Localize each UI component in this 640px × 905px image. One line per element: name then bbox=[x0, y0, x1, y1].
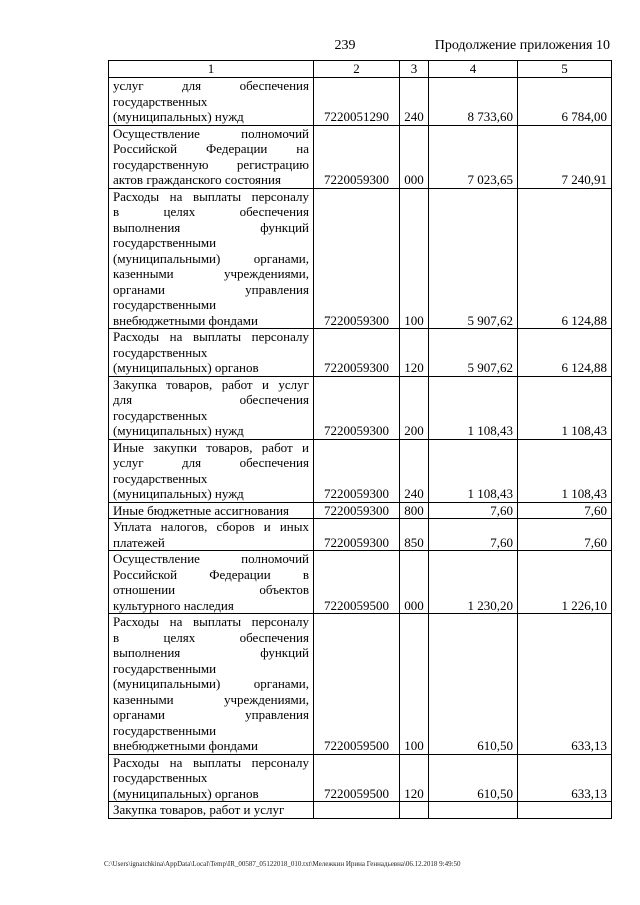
expense-type-cell: 120 bbox=[400, 754, 429, 802]
expense-name-line: государственную регистрацию bbox=[113, 156, 309, 172]
amount-cell: 7,60 bbox=[429, 502, 518, 519]
table-row bbox=[109, 188, 612, 329]
target-code-cell: 7220059300 bbox=[314, 502, 400, 519]
expense-name-line: органами управления bbox=[113, 281, 309, 297]
expense-name-line: (муниципальными) органами, bbox=[113, 250, 309, 266]
table-row bbox=[109, 502, 612, 519]
expense-name-cell bbox=[109, 439, 314, 502]
expense-type-cell: 800 bbox=[400, 502, 429, 519]
table-row bbox=[109, 376, 612, 439]
amount-cell: 1 108,43 bbox=[429, 376, 518, 439]
table-row bbox=[109, 551, 612, 614]
column-header: 2 bbox=[314, 61, 400, 78]
expense-name-line: в целях обеспечения bbox=[113, 629, 309, 645]
amount-cell: 7 240,91 bbox=[518, 125, 612, 188]
expense-name-cell bbox=[109, 551, 314, 614]
amount-cell: 1 226,10 bbox=[518, 551, 612, 614]
expense-name-cell bbox=[109, 754, 314, 802]
expense-name-cell bbox=[109, 519, 314, 551]
expense-name-line: (муниципальных) органов bbox=[113, 785, 259, 801]
target-code-cell: 7220059300 bbox=[314, 376, 400, 439]
expense-name-cell bbox=[109, 125, 314, 188]
expense-name-line: Осуществление полномочий bbox=[113, 125, 309, 141]
target-code-cell: 7220059300 bbox=[314, 125, 400, 188]
expense-name-line: Расходы на выплаты персоналу bbox=[113, 754, 309, 770]
expense-name-line: (муниципальных) нужд bbox=[113, 423, 244, 438]
amount-cell: 633,13 bbox=[518, 614, 612, 755]
amount-cell: 610,50 bbox=[429, 754, 518, 802]
amount-cell: 1 230,20 bbox=[429, 551, 518, 614]
expense-name-line: Иные закупки товаров, работ и bbox=[113, 439, 309, 455]
header-row bbox=[109, 61, 612, 78]
expense-name-line: Расходы на выплаты персоналу bbox=[113, 614, 309, 629]
expense-name-cell bbox=[109, 78, 314, 126]
expense-name-line: государственными bbox=[113, 722, 217, 738]
expense-name-line: выполнения функций bbox=[113, 645, 309, 660]
expense-name-line: Закупка товаров, работ и услуг bbox=[113, 376, 309, 392]
expense-name-line: государственными bbox=[113, 660, 217, 676]
expense-name-line: государственными bbox=[113, 297, 217, 312]
expense-name-line: Российской Федерации на bbox=[113, 141, 309, 156]
target-code-cell: 7220059300 bbox=[314, 188, 400, 329]
table-row bbox=[109, 78, 612, 126]
expense-name-line: казенными учреждениями, bbox=[113, 691, 309, 707]
target-code-cell: 7220059500 bbox=[314, 614, 400, 755]
amount-cell: 5 907,62 bbox=[429, 329, 518, 377]
amount-cell: 7 023,65 bbox=[429, 125, 518, 188]
amount-cell: 8 733,60 bbox=[429, 78, 518, 126]
table-row bbox=[109, 519, 612, 551]
expense-name-line: внебюджетными фондами bbox=[113, 312, 258, 328]
expense-name-line: государственных bbox=[113, 470, 208, 486]
expense-type-cell: 240 bbox=[400, 439, 429, 502]
expense-name-line: Осуществление полномочий bbox=[113, 551, 309, 566]
expense-type-cell: 000 bbox=[400, 551, 429, 614]
amount-cell: 7,60 bbox=[429, 519, 518, 551]
expense-type-cell: 240 bbox=[400, 78, 429, 126]
expense-name-line: государственных bbox=[113, 93, 208, 109]
expense-name-line: услуг для обеспечения bbox=[113, 78, 309, 93]
amount-cell: 1 108,43 bbox=[429, 439, 518, 502]
page-number: 239 bbox=[334, 38, 356, 53]
expense-name-line: (муниципальных) нужд bbox=[113, 109, 244, 124]
expense-name-line: выполнения функций bbox=[113, 219, 309, 235]
expense-name-line: культурного наследия bbox=[113, 597, 234, 613]
expense-name-line: органами управления bbox=[113, 707, 309, 722]
expense-name-line: (муниципальными) органами, bbox=[113, 676, 309, 691]
expense-name-cell bbox=[109, 329, 314, 377]
expense-name-line: Расходы на выплаты персоналу bbox=[113, 188, 309, 204]
amount-cell: 610,50 bbox=[429, 614, 518, 755]
amount-cell: 6 124,88 bbox=[518, 329, 612, 377]
expense-name-cell bbox=[109, 502, 314, 519]
amount-cell: 6 124,88 bbox=[518, 188, 612, 329]
expense-name-cell bbox=[109, 802, 314, 819]
expense-name-line: для обеспечения bbox=[113, 392, 309, 407]
table-row bbox=[109, 754, 612, 802]
expense-name-line: Иные бюджетные ассигнования bbox=[113, 502, 290, 518]
expense-name-line: отношении объектов bbox=[113, 582, 309, 597]
amount-cell: 7,60 bbox=[518, 502, 612, 519]
table-row bbox=[109, 614, 612, 755]
expense-type-cell: 120 bbox=[400, 329, 429, 377]
continuation-label: Продолжение приложения 10 bbox=[434, 38, 610, 53]
expense-type-cell bbox=[400, 802, 429, 819]
table-row bbox=[109, 329, 612, 377]
expense-type-cell: 100 bbox=[400, 188, 429, 329]
expense-type-cell: 850 bbox=[400, 519, 429, 551]
expense-name-line: Российской Федерации в bbox=[113, 566, 309, 582]
target-code-cell: 7220059300 bbox=[314, 519, 400, 551]
expense-name-cell bbox=[109, 376, 314, 439]
budget-table bbox=[108, 60, 612, 819]
expense-type-cell: 000 bbox=[400, 125, 429, 188]
target-code-cell: 7220059300 bbox=[314, 439, 400, 502]
expense-name-line: услуг для обеспечения bbox=[113, 455, 309, 470]
amount-cell: 1 108,43 bbox=[518, 376, 612, 439]
target-code-cell: 7220059500 bbox=[314, 754, 400, 802]
expense-name-line: Расходы на выплаты персоналу bbox=[113, 329, 309, 344]
amount-cell: 1 108,43 bbox=[518, 439, 612, 502]
expense-name-cell bbox=[109, 614, 314, 755]
amount-cell: 633,13 bbox=[518, 754, 612, 802]
table-row bbox=[109, 439, 612, 502]
expense-name-cell bbox=[109, 188, 314, 329]
amount-cell: 6 784,00 bbox=[518, 78, 612, 126]
expense-name-line: государственных bbox=[113, 344, 208, 360]
column-header: 3 bbox=[400, 61, 429, 78]
table-row bbox=[109, 125, 612, 188]
expense-name-line: (муниципальных) нужд bbox=[113, 486, 244, 501]
expense-type-cell: 200 bbox=[400, 376, 429, 439]
target-code-cell bbox=[314, 802, 400, 819]
column-header: 5 bbox=[518, 61, 612, 78]
target-code-cell: 7220059500 bbox=[314, 551, 400, 614]
expense-name-line: государственными bbox=[113, 235, 217, 250]
expense-name-line: внебюджетными фондами bbox=[113, 738, 258, 753]
target-code-cell: 7220059300 bbox=[314, 329, 400, 377]
expense-name-line: государственных bbox=[113, 407, 208, 423]
file-path-footer: C:\Users\ignatchkina\AppData\Local\Temp\IR_00587_05122018_010.txt\Мележкин Ирина Геннадьевна\06.12.2018 9:49:50 bbox=[104, 860, 461, 868]
column-header: 4 bbox=[429, 61, 518, 78]
expense-name-line: в целях обеспечения bbox=[113, 204, 309, 219]
expense-name-line: Закупка товаров, работ и услуг bbox=[113, 802, 285, 817]
expense-name-line: платежей bbox=[113, 534, 165, 550]
amount-cell bbox=[429, 802, 518, 819]
table-row bbox=[109, 802, 612, 819]
expense-name-line: казенными учреждениями, bbox=[113, 266, 309, 281]
table-body bbox=[109, 78, 612, 819]
amount-cell: 5 907,62 bbox=[429, 188, 518, 329]
amount-cell bbox=[518, 802, 612, 819]
column-header: 1 bbox=[109, 61, 314, 78]
expense-name-line: (муниципальных) органов bbox=[113, 360, 259, 375]
target-code-cell: 7220051290 bbox=[314, 78, 400, 126]
expense-type-cell: 100 bbox=[400, 614, 429, 755]
amount-cell: 7,60 bbox=[518, 519, 612, 551]
expense-name-line: Уплата налогов, сборов и иных bbox=[113, 519, 309, 534]
expense-name-line: актов гражданского состояния bbox=[113, 172, 281, 187]
expense-name-line: государственных bbox=[113, 770, 208, 785]
